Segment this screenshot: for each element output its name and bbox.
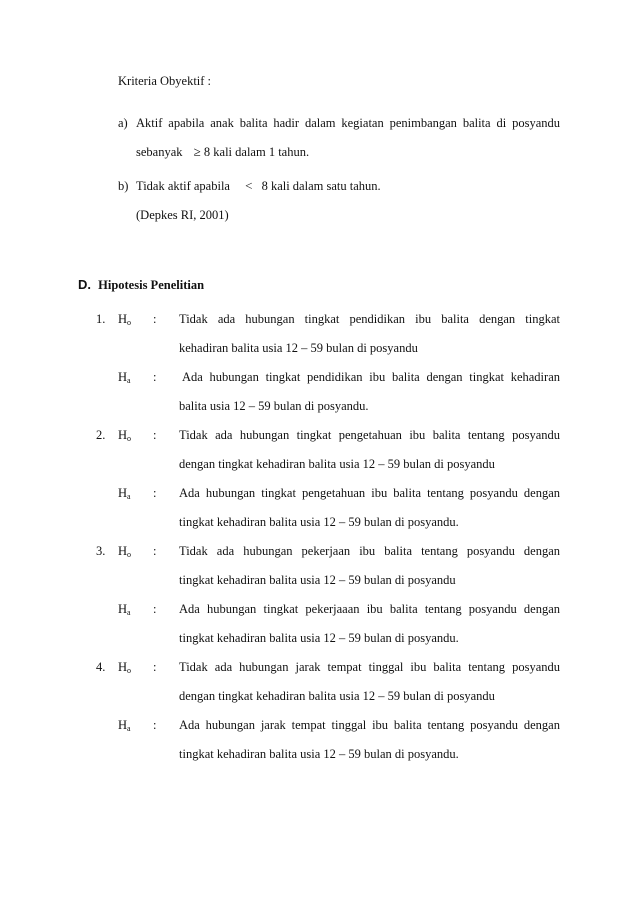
hypothesis-3-number: 3.: [96, 544, 106, 558]
hypothesis-2-ha-line1: Ada hubungan tingkat pengetahuan ibu balita tentang posyandu dengan: [179, 486, 560, 500]
hypothesis-4-ha-line1: Ada hubungan jarak tempat tinggal ibu balita tentang posyandu dengan: [179, 718, 560, 732]
criteria-a-line1: Aktif apabila anak balita hadir dalam kegiatan penimbangan balita di posyandu: [136, 116, 560, 130]
hypothesis-3-h0-line2: tingkat kehadiran balita usia 12 – 59 bulan di posyandu: [179, 573, 456, 587]
hypothesis-2-number: 2.: [96, 428, 106, 442]
hypothesis-2-h0-label: $H_o$: [118, 428, 132, 443]
hypothesis-4-number: 4.: [96, 660, 106, 674]
hypothesis-2-ha-label: $H_a$: [118, 486, 131, 501]
criteria-b-label: b): [118, 179, 129, 193]
hypothesis-1-ha-colon: :: [153, 370, 157, 384]
hypothesis-3-h0-colon: :: [153, 544, 157, 558]
section-title: Hipotesis Penelitian: [98, 278, 205, 292]
hypothesis-4-h0-colon: :: [153, 660, 157, 674]
hypothesis-3-ha-line1: Ada hubungan tingkat pekerjaaan ibu balita tentang posyandu dengan: [179, 602, 560, 616]
hypothesis-2-h0-line1: Tidak ada hubungan tingkat pengetahuan ibu balita tentang posyandu: [179, 428, 560, 442]
hypothesis-1-h0-label: $H_o$: [118, 312, 132, 327]
section-letter: D.: [78, 277, 91, 292]
hypothesis-3-h0-label: $H_o$: [118, 544, 132, 559]
hypothesis-2-ha-colon: :: [153, 486, 157, 500]
hypothesis-1-ha-line1: Ada hubungan tingkat pendidikan ibu balita dengan tingkat kehadiran: [182, 370, 560, 384]
hypothesis-2-h0-colon: :: [153, 428, 157, 442]
hypothesis-4-h0-line2: dengan tingkat kehadiran balita usia 12 – 59 bulan di posyandu: [179, 689, 495, 703]
hypothesis-4-ha-line2: tingkat kehadiran balita usia 12 – 59 bulan di posyandu.: [179, 747, 459, 761]
hypothesis-4-h0-label: $H_o$: [118, 660, 132, 675]
hypothesis-3-ha-colon: :: [153, 602, 157, 616]
section-heading: [78, 277, 204, 293]
hypothesis-4-ha-label: $H_a$: [118, 718, 131, 733]
hypothesis-2-ha-line2: tingkat kehadiran balita usia 12 – 59 bulan di posyandu.: [179, 515, 459, 529]
hypothesis-3-h0-line1: Tidak ada hubungan pekerjaan ibu balita tentang posyandu dengan: [179, 544, 560, 558]
criteria-a-line2-post: 8 kali dalam 1 tahun.: [203, 145, 310, 159]
hypothesis-1-ha-label: $H_a$: [118, 370, 131, 385]
criteria-b-line: [136, 178, 381, 194]
greater-equal-symbol: ≥: [193, 144, 201, 159]
hypothesis-1-h0-line1: Tidak ada hubungan tingkat pendidikan ibu balita dengan tingkat: [179, 312, 560, 326]
criteria-b-post: 8 kali dalam satu tahun.: [261, 179, 381, 193]
hypothesis-1-h0-line2: kehadiran balita usia 12 – 59 bulan di posyandu: [179, 341, 418, 355]
hypothesis-1-ha-line2: balita usia 12 – 59 bulan di posyandu.: [179, 399, 369, 413]
less-than-symbol: <: [245, 178, 253, 193]
criteria-a-line2-pre: sebanyak: [136, 145, 183, 159]
hypothesis-4-ha-colon: :: [153, 718, 157, 732]
criteria-a-line2: [136, 144, 309, 160]
hypothesis-4-h0-line1: Tidak ada hubungan jarak tempat tinggal ibu balita tentang posyandu: [179, 660, 560, 674]
hypothesis-3-ha-line2: tingkat kehadiran balita usia 12 – 59 bulan di posyandu.: [179, 631, 459, 645]
hypothesis-1-number: 1.: [96, 312, 106, 326]
hypothesis-2-h0-line2: dengan tingkat kehadiran balita usia 12 – 59 bulan di posyandu: [179, 457, 495, 471]
criteria-a-label: a): [118, 116, 128, 130]
criteria-b-pre: Tidak aktif apabila: [136, 179, 230, 193]
criteria-source: (Depkes RI, 2001): [136, 208, 229, 222]
hypothesis-1-h0-colon: :: [153, 312, 157, 326]
criteria-title: Kriteria Obyektif :: [118, 74, 212, 88]
hypothesis-3-ha-label: $H_a$: [118, 602, 131, 617]
